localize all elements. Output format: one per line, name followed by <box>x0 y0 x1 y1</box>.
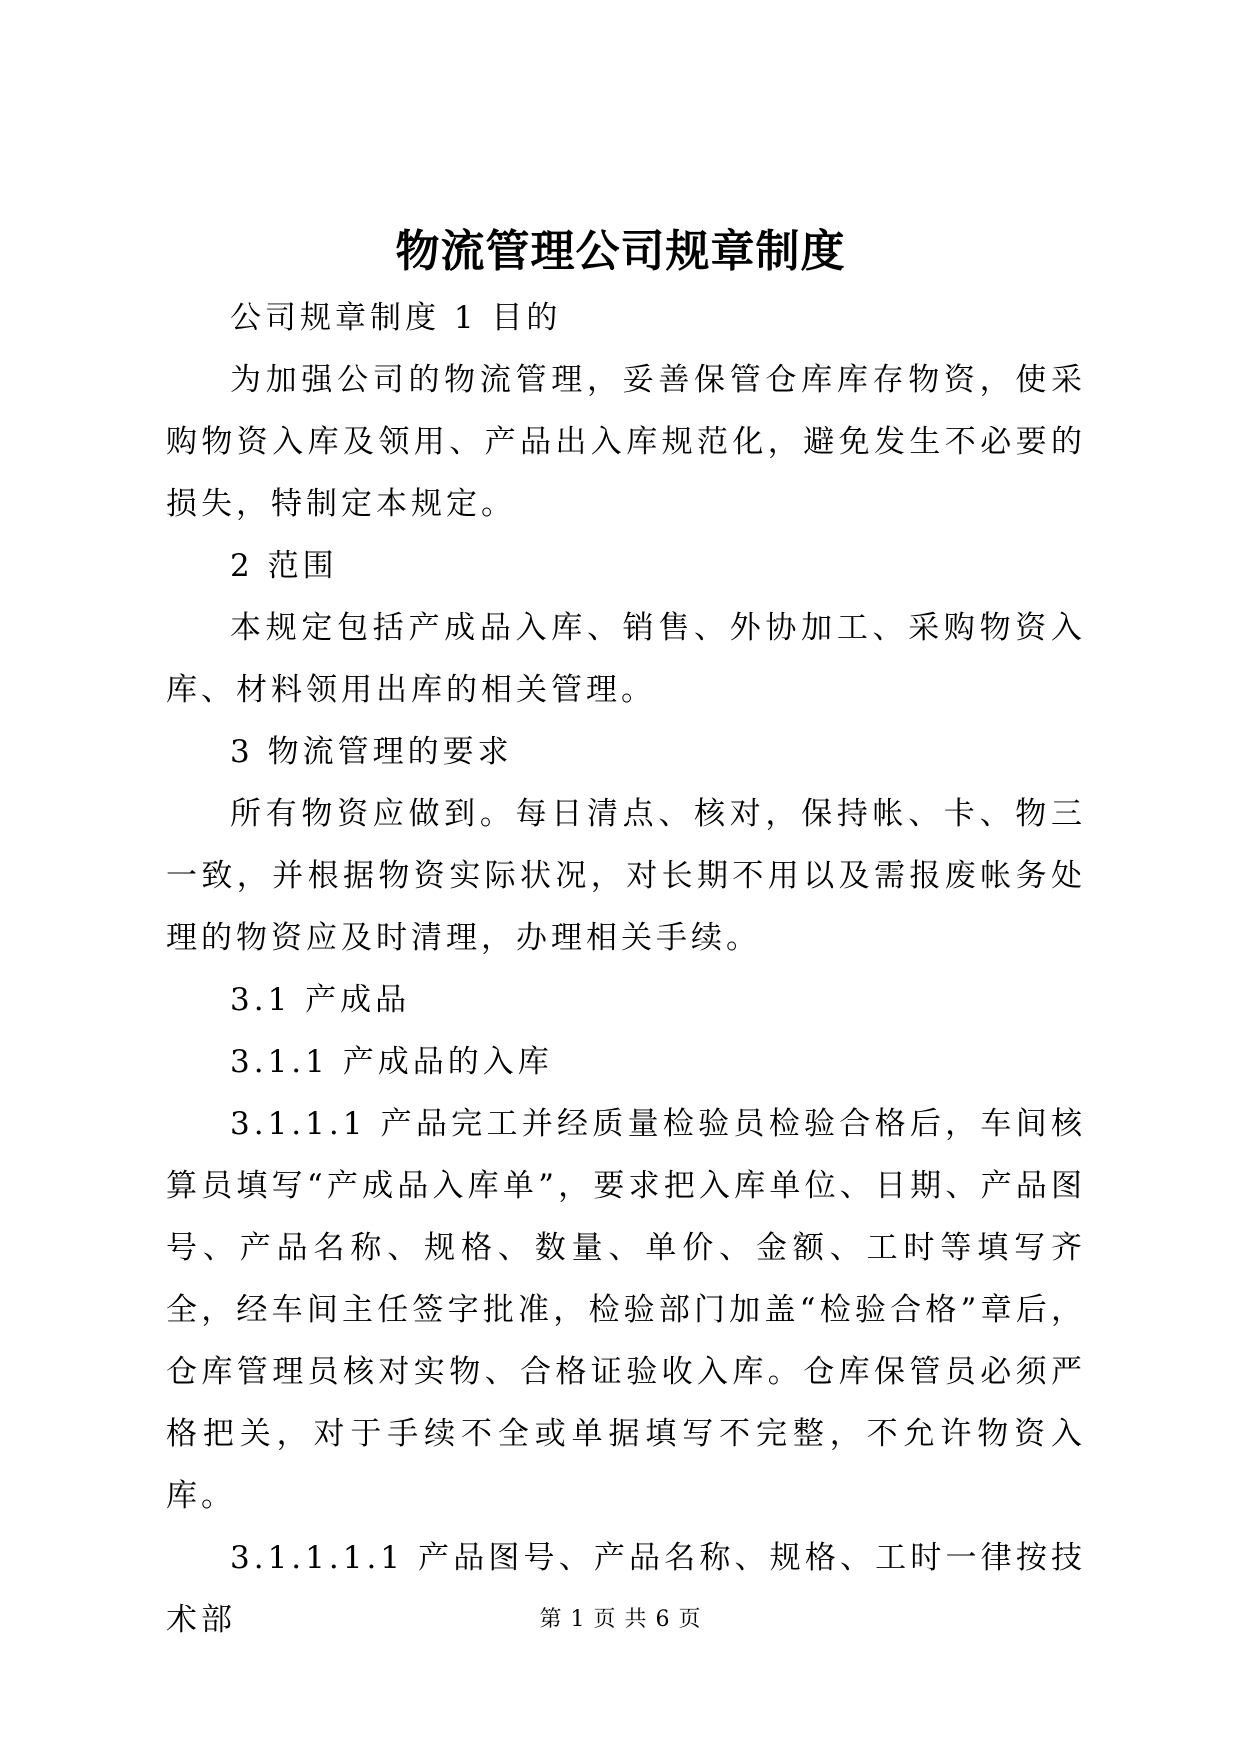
body-paragraph: 3.1.1.1 产品完工并经质量检验员检验合格后，车间核算员填写“产成品入库单”，要求把入库单位、日期、产品图号、产品名称、规格、数量、单价、金额、工时等填写齐全，经车间主任签字批准，检验部门加盖“检验合格”章后，仓库管理员核对实物、合格证验收入库。仓库保管员必须严格把关，对于手续不全或单据填写不完整，不允许物资入库。 <box>166 1106 1086 1514</box>
body-paragraph: 所有物资应做到。每日清点、核对，保持帐、卡、物三一致，并根据物资实际状况，对长期不用以及需报废帐务处理的物资应及时清理，办理相关手续。 <box>166 796 1086 956</box>
body-paragraph: 本规定包括产成品入库、销售、外协加工、采购物资入库、材料领用出库的相关管理。 <box>166 610 1086 708</box>
section-heading: 3 物流管理的要求 <box>230 734 513 770</box>
section-heading: 3.1.1 产成品的入库 <box>230 1044 553 1080</box>
page-footer: 第 1 页 共 6 页 <box>539 1607 702 1632</box>
document-body <box>166 287 1086 1651</box>
document-title: 物流管理公司规章制度 <box>395 226 846 277</box>
section-heading: 2 范围 <box>230 548 338 584</box>
body-paragraph: 为加强公司的物流管理，妥善保管仓库库存物资，使采购物资入库及领用、产品出入库规范化，避免发生不必要的损失，特制定本规定。 <box>166 362 1086 522</box>
section-heading: 3.1 产成品 <box>230 982 411 1018</box>
section-heading: 公司规章制度 1 目的 <box>230 300 562 336</box>
body-paragraph: 3.1.1.1.1 产品图号、产品名称、规格、工时一律按技术部 <box>166 1540 1086 1638</box>
